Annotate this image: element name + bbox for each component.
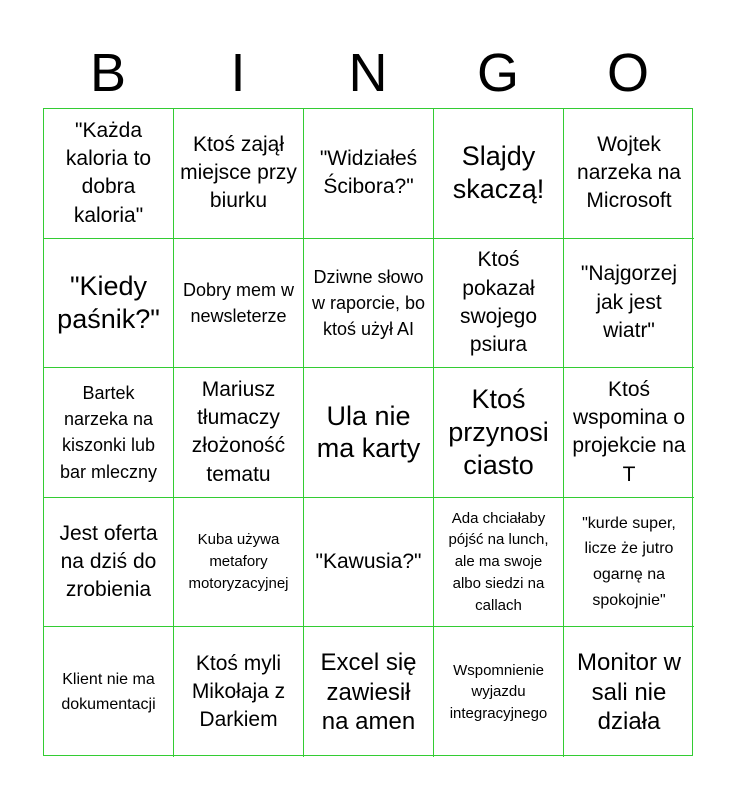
- bingo-cell-r3c5[interactable]: [564, 368, 694, 498]
- bingo-cell-r1c4[interactable]: [434, 109, 564, 239]
- bingo-cell-text: Excel się zawiesił na amen: [320, 649, 417, 735]
- bingo-cell-r4c1[interactable]: [44, 498, 174, 628]
- bingo-cell-text: "Kiedy paśnik?": [57, 270, 160, 334]
- bingo-cell-r3c1[interactable]: [44, 368, 174, 498]
- bingo-cell-r5c1[interactable]: [44, 627, 174, 757]
- bingo-cell-text: Ktoś przynosi ciasto: [448, 384, 549, 480]
- header-letter-o: O: [606, 43, 649, 103]
- bingo-cell-text: Wojtek narzeka na Microsoft: [577, 132, 681, 213]
- bingo-cell-r5c3[interactable]: [304, 627, 434, 757]
- bingo-cell-r4c5[interactable]: [564, 498, 694, 628]
- bingo-cell-text: Ula nie ma karty: [316, 400, 421, 464]
- bingo-cell-r2c2[interactable]: [174, 239, 304, 369]
- bingo-cell-text: Dziwne słowo w raporcie, bo ktoś użył AI: [311, 266, 426, 339]
- bingo-cell-text: Kuba używa metafory motoryzacyjnej: [188, 531, 289, 592]
- header-letter-n: N: [348, 43, 388, 103]
- bingo-card-grid: [43, 108, 693, 756]
- bingo-cell-text: Wspomnienie wyjazdu integracyjnego: [449, 661, 548, 723]
- bingo-cell-text: Mariusz tłumaczy złożoność tematu: [191, 377, 286, 486]
- bingo-header: [43, 38, 693, 108]
- bingo-cell-r1c5[interactable]: [564, 109, 694, 239]
- bingo-cell-r1c1[interactable]: [44, 109, 174, 239]
- header-letter-g: G: [476, 43, 519, 103]
- bingo-cell-r3c3[interactable]: [304, 368, 434, 498]
- bingo-cell-text: Ktoś wspomina o projekcie na T: [572, 377, 686, 486]
- bingo-cell-r2c4[interactable]: [434, 239, 564, 369]
- bingo-cell-r2c1[interactable]: [44, 239, 174, 369]
- bingo-cell-r3c4[interactable]: [434, 368, 564, 498]
- bingo-cell-text: "Najgorzej jak jest wiatr": [580, 262, 678, 343]
- bingo-cell-r4c3[interactable]: [304, 498, 434, 628]
- bingo-cell-text: "Kawusia?": [315, 549, 422, 573]
- bingo-cell-text: Klient nie ma dokumentacji: [61, 670, 156, 714]
- bingo-cell-text: Dobry mem w newsleterze: [182, 279, 294, 326]
- bingo-cell-text: "Widziałeś Ścibora?": [319, 146, 418, 199]
- bingo-cell-r5c2[interactable]: [174, 627, 304, 757]
- bingo-cell-text: Slajdy skaczą!: [452, 141, 545, 205]
- bingo-cell-r2c3[interactable]: [304, 239, 434, 369]
- bingo-cell-text: Monitor w sali nie działa: [576, 649, 682, 735]
- bingo-cell-r1c2[interactable]: [174, 109, 304, 239]
- bingo-cell-r4c4[interactable]: [434, 498, 564, 628]
- bingo-cell-r4c2[interactable]: [174, 498, 304, 628]
- bingo-cell-text: "Każda kaloria to dobra kaloria": [65, 118, 152, 227]
- bingo-cell-text: Jest oferta na dziś do zrobienia: [59, 521, 158, 602]
- bingo-cell-text: Bartek narzeka na kiszonki lub bar mleczny: [59, 383, 158, 482]
- bingo-cell-text: "kurde super, licze że jutro ogarnę na spokojnie": [582, 514, 676, 609]
- bingo-cell-r5c5[interactable]: [564, 627, 694, 757]
- bingo-cell-r2c5[interactable]: [564, 239, 694, 369]
- bingo-cell-text: Ktoś myli Mikołaja z Darkiem: [191, 651, 286, 732]
- bingo-cell-text: Ada chciałaby pójść na lunch, ale ma swoje albo siedzi na callach: [448, 509, 549, 614]
- bingo-cell-text: Ktoś pokazał swojego psiura: [459, 248, 538, 357]
- bingo-cell-text: Ktoś zajął miejsce przy biurku: [180, 132, 297, 213]
- bingo-cell-r5c4[interactable]: [434, 627, 564, 757]
- header-letter-i: I: [230, 43, 246, 103]
- bingo-cell-r1c3[interactable]: [304, 109, 434, 239]
- bingo-cell-r3c2[interactable]: [174, 368, 304, 498]
- header-letter-b: B: [89, 43, 127, 103]
